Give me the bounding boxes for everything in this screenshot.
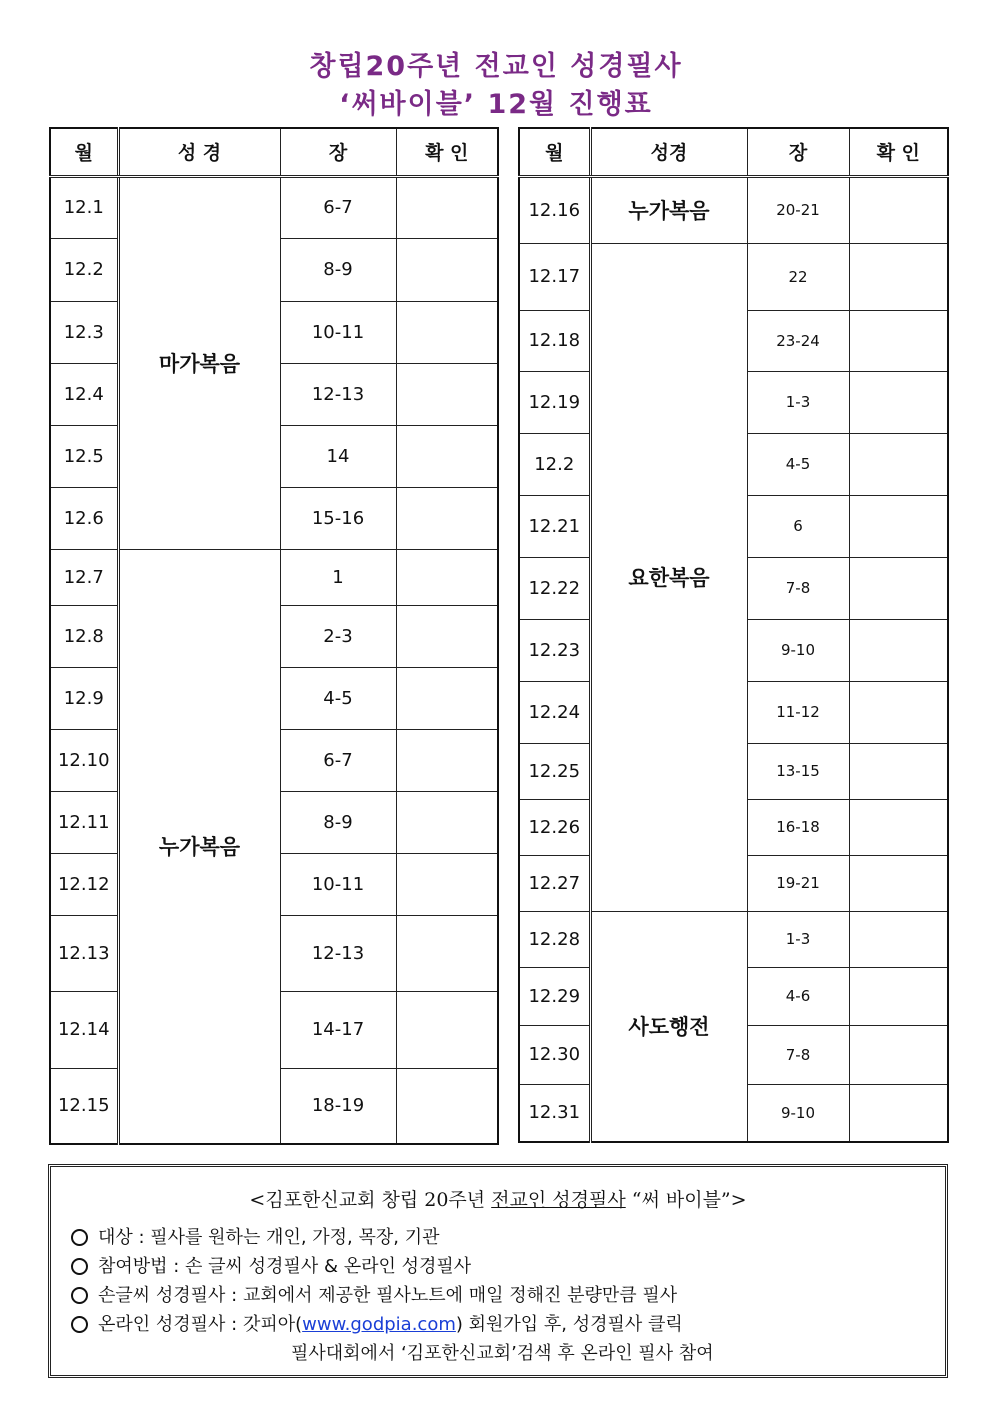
book-luke: 누가복음	[118, 549, 280, 1144]
book-luke: 누가복음	[590, 176, 747, 243]
confirm-cell[interactable]	[396, 915, 498, 991]
confirm-cell[interactable]	[849, 911, 948, 967]
circle-bullet-icon	[71, 1229, 88, 1246]
confirm-cell[interactable]	[849, 1025, 948, 1084]
row-chapter: 15-16	[280, 487, 396, 549]
info-line-method	[71, 1252, 471, 1278]
page-title-line1: 창립20주년 전교인 성경필사	[309, 51, 683, 82]
circle-bullet-icon	[71, 1287, 88, 1304]
info-title-underlined: 전교인 성경필사	[491, 1189, 626, 1211]
confirm-cell[interactable]	[396, 238, 498, 301]
row-chapter: 2-3	[280, 605, 396, 667]
info-line-text: 대상 : 필사를 원하는 개인, 가정, 목장, 기관	[98, 1227, 440, 1248]
confirm-cell[interactable]	[849, 495, 948, 557]
row-date: 12.19	[519, 371, 590, 433]
confirm-cell[interactable]	[849, 743, 948, 799]
confirm-cell[interactable]	[849, 619, 948, 681]
confirm-cell[interactable]	[396, 176, 498, 238]
confirm-cell[interactable]	[396, 487, 498, 549]
row-chapter: 12-13	[280, 363, 396, 425]
row-date: 12.14	[50, 991, 118, 1068]
row-date: 12.27	[519, 855, 590, 911]
row-chapter: 1-3	[747, 911, 849, 967]
row-chapter: 1-3	[747, 371, 849, 433]
row-chapter: 4-5	[280, 667, 396, 729]
row-date: 12.1	[50, 176, 118, 238]
info-title	[51, 1185, 945, 1212]
header-month: 월	[50, 128, 118, 176]
book-john: 요한복음	[590, 243, 747, 911]
schedule-table-right	[518, 127, 949, 1143]
row-date: 12.13	[50, 915, 118, 991]
row-chapter: 22	[747, 243, 849, 310]
confirm-cell[interactable]	[396, 425, 498, 487]
book-acts: 사도행전	[590, 911, 747, 1142]
row-date: 12.17	[519, 243, 590, 310]
page-title-line2: ‘써바이블’ 12월 진행표	[339, 89, 653, 120]
circle-bullet-icon	[71, 1258, 88, 1275]
confirm-cell[interactable]	[849, 310, 948, 371]
header-confirm: 확 인	[849, 128, 948, 176]
row-date: 12.28	[519, 911, 590, 967]
row-date: 12.6	[50, 487, 118, 549]
confirm-cell[interactable]	[849, 176, 948, 243]
row-chapter: 9-10	[747, 619, 849, 681]
header-chapter: 장	[747, 128, 849, 176]
row-date: 12.25	[519, 743, 590, 799]
confirm-cell[interactable]	[849, 855, 948, 911]
circle-bullet-icon	[71, 1316, 88, 1333]
info-line-text: 손글씨 성경필사 : 교회에서 제공한 필사노트에 매일 정해진 분량만큼 필사	[98, 1285, 678, 1306]
confirm-cell[interactable]	[849, 371, 948, 433]
info-line-text: 참여방법 : 손 글씨 성경필사 & 온라인 성경필사	[98, 1256, 472, 1277]
row-date: 12.8	[50, 605, 118, 667]
row-date: 12.18	[519, 310, 590, 371]
row-chapter: 12-13	[280, 915, 396, 991]
confirm-cell[interactable]	[396, 791, 498, 853]
row-date: 12.31	[519, 1084, 590, 1142]
info-line-online-cont	[291, 1339, 714, 1365]
row-chapter: 4-5	[747, 433, 849, 495]
row-date: 12.22	[519, 557, 590, 619]
row-chapter: 8-9	[280, 791, 396, 853]
row-chapter: 10-11	[280, 853, 396, 915]
row-chapter: 1	[280, 549, 396, 605]
row-date: 12.23	[519, 619, 590, 681]
row-chapter: 6-7	[280, 729, 396, 791]
confirm-cell[interactable]	[849, 433, 948, 495]
header-book: 성 경	[118, 128, 280, 176]
row-chapter: 18-19	[280, 1068, 396, 1144]
confirm-cell[interactable]	[849, 681, 948, 743]
row-chapter: 19-21	[747, 855, 849, 911]
row-chapter: 11-12	[747, 681, 849, 743]
row-date: 12.7	[50, 549, 118, 605]
confirm-cell[interactable]	[396, 853, 498, 915]
row-chapter: 14-17	[280, 991, 396, 1068]
row-chapter: 6-7	[280, 176, 396, 238]
row-chapter: 6	[747, 495, 849, 557]
row-date: 12.12	[50, 853, 118, 915]
row-date: 12.4	[50, 363, 118, 425]
row-date: 12.24	[519, 681, 590, 743]
confirm-cell[interactable]	[396, 605, 498, 667]
row-date: 12.2	[519, 433, 590, 495]
confirm-cell[interactable]	[396, 301, 498, 363]
row-chapter: 13-15	[747, 743, 849, 799]
row-chapter: 8-9	[280, 238, 396, 301]
row-date: 12.16	[519, 176, 590, 243]
confirm-cell[interactable]	[849, 967, 948, 1025]
row-chapter: 14	[280, 425, 396, 487]
book-mark: 마가복음	[118, 176, 280, 549]
row-chapter: 23-24	[747, 310, 849, 371]
header-month: 월	[519, 128, 590, 176]
row-chapter: 9-10	[747, 1084, 849, 1142]
row-date: 12.3	[50, 301, 118, 363]
row-chapter: 10-11	[280, 301, 396, 363]
header-book: 성경	[590, 128, 747, 176]
row-date: 12.15	[50, 1068, 118, 1144]
info-box	[48, 1164, 948, 1378]
row-date: 12.5	[50, 425, 118, 487]
info-line-text: ) 회원가입 후, 성경필사 클릭	[455, 1314, 683, 1335]
info-line-online	[71, 1310, 683, 1336]
header-confirm: 확 인	[396, 128, 498, 176]
confirm-cell[interactable]	[849, 243, 948, 310]
confirm-cell[interactable]	[396, 363, 498, 425]
info-line-handwriting	[71, 1281, 677, 1307]
row-chapter: 4-6	[747, 967, 849, 1025]
header-chapter: 장	[280, 128, 396, 176]
info-title-pre: <김포한신교회 창립 20주년	[249, 1189, 492, 1211]
row-date: 12.21	[519, 495, 590, 557]
schedule-table-left	[49, 127, 499, 1145]
row-date: 12.26	[519, 799, 590, 855]
confirm-cell[interactable]	[849, 799, 948, 855]
info-line-text: 온라인 성경필사 : 갓피아(	[98, 1314, 303, 1335]
row-date: 12.30	[519, 1025, 590, 1084]
confirm-cell[interactable]	[396, 667, 498, 729]
confirm-cell[interactable]	[849, 1084, 948, 1142]
row-chapter: 7-8	[747, 557, 849, 619]
confirm-cell[interactable]	[396, 991, 498, 1068]
info-title-post: “써 바이블”>	[625, 1189, 747, 1211]
row-chapter: 16-18	[747, 799, 849, 855]
confirm-cell[interactable]	[396, 1068, 498, 1144]
row-chapter: 20-21	[747, 176, 849, 243]
confirm-cell[interactable]	[396, 729, 498, 791]
godpia-link[interactable]: www.godpia.com	[302, 1314, 456, 1335]
row-date: 12.29	[519, 967, 590, 1025]
info-line-text: 필사대회에서 ‘김포한신교회’검색 후 온라인 필사 참여	[291, 1343, 714, 1364]
confirm-cell[interactable]	[396, 549, 498, 605]
row-date: 12.11	[50, 791, 118, 853]
row-date: 12.10	[50, 729, 118, 791]
confirm-cell[interactable]	[849, 557, 948, 619]
info-line-target	[71, 1223, 440, 1249]
row-chapter: 7-8	[747, 1025, 849, 1084]
row-date: 12.2	[50, 238, 118, 301]
row-date: 12.9	[50, 667, 118, 729]
